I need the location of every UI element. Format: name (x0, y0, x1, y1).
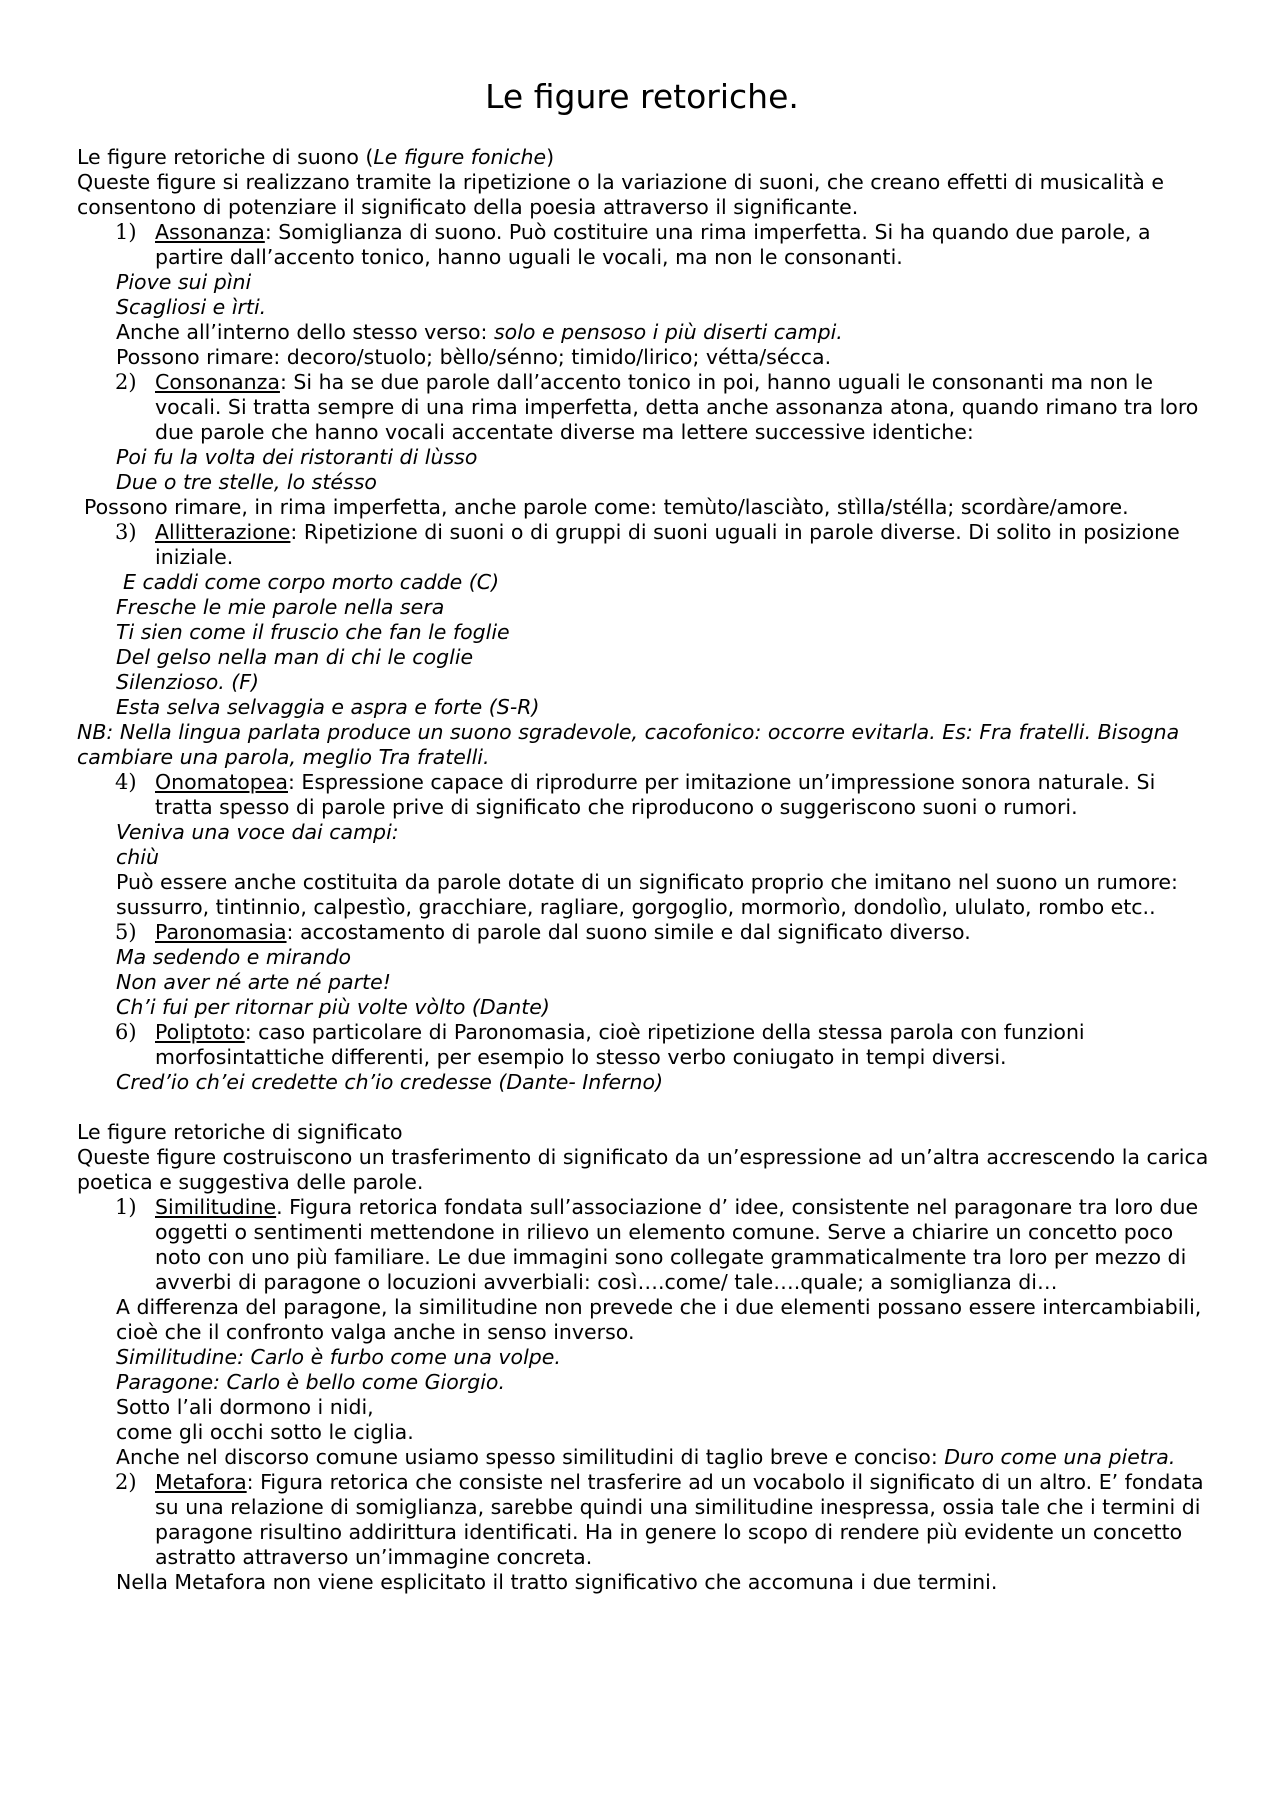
example-line: Sotto l’ali dormono i nidi, (116, 1395, 374, 1419)
list-item-similitudine: 1) Similitudine. Figura retorica fondata sull’associazione d’ idee, consistente nel paragonare tra loro due oggetti o sentimenti mettendone in rilievo un elemento comune. Serve a chiarire un concetto poco noto con uno più familiare. Le due immagini sono collegate grammaticalmente tra loro per mezzo di avverbi di paragone o locuzioni avverbiali: così….come/ tale….quale; a somiglianza di… (115, 1195, 1199, 1294)
note-line: Anche all’interno dello stesso verso: solo e pensoso i più diserti campi. (116, 320, 843, 344)
example-line: Scagliosi e ìrti. (116, 295, 267, 319)
list-item-onomatopea: 4) Onomatopea: Espressione capace di riprodurre per imitazione un’impressione sonora naturale. Si tratta spesso di parole prive di significato che riproducono o suggeriscono suoni o rumori. (115, 770, 1156, 819)
term-poliptoto: Poliptoto (155, 1020, 245, 1044)
example-line: Due o tre stelle, lo stésso (116, 470, 377, 494)
list-item-consonanza: 2) Consonanza: Si ha se due parole dall’accento tonico in poi, hanno uguali le consonanti ma non le vocali. Si tratta sempre di una rima imperfetta, detta anche assonanza atona, quando rimano tra loro due parole che hanno vocali accentate diverse ma lettere successive identiche: (115, 370, 1199, 444)
list-item-poliptoto: 6) Poliptoto: caso particolare di Paronomasia, cioè ripetizione della stessa parola con funzioni morfosintattiche differenti, per esempio lo stesso verbo coniugato in tempi diversi. (115, 1020, 1085, 1069)
page-title: Le figure retoriche. (485, 77, 799, 116)
section-heading-sound: Le figure retoriche di suono (Le figure foniche) (77, 145, 555, 169)
term-onomatopea: Onomatopea (155, 770, 288, 794)
note-line: A differenza del paragone, la similitudine non prevede che i due elementi possano essere intercambiabili, cioè che il confronto valga anche in senso inverso. (116, 1295, 1202, 1344)
section-intro-sound: Queste figure si realizzano tramite la ripetizione o la variazione di suoni, che creano effetti di musicalità e consentono di potenziare il significato della poesia attraverso il significante. (77, 170, 1164, 219)
example-line: chiù (116, 845, 159, 869)
example-line: Esta selva selvaggia e aspra e forte (S-R) (116, 695, 540, 719)
example-line: Piove sui pìni (116, 270, 252, 294)
example-line: Poi fu la volta dei ristoranti di lùsso (116, 445, 478, 469)
list-item-assonanza: 1) Assonanza: Somiglianza di suono. Può costituire una rima imperfetta. Si ha quando due parole, a partire dall’accento tonico, hanno uguali le vocali, ma non le consonanti. (115, 220, 1151, 269)
example-line: Ti sien come il fruscio che fan le foglie (116, 620, 510, 644)
section-intro-meaning: Queste figure costruiscono un trasferimento di significato da un’espressione ad un’altra accrescendo la carica poetica e suggestiva delle parole. (77, 1145, 1209, 1194)
example-line: Ch’i fui per ritornar più volte vòlto (Dante) (116, 995, 550, 1019)
example-line: come gli occhi sotto le ciglia. (116, 1420, 414, 1444)
note-line: Possono rimare, in rima imperfetta, anche parole come: temùto/lasciàto, stìlla/stélla; scordàre/amore. (84, 495, 1129, 519)
term-metafora: Metafora (155, 1470, 247, 1494)
example-line: Non aver né arte né parte! (116, 970, 391, 994)
note-line: Nella Metafora non viene esplicitato il tratto significativo che accomuna i due termini. (116, 1570, 998, 1594)
example-line: Silenzioso. (F) (116, 670, 260, 694)
list-item-paronomasia: 5) Paronomasia: accostamento di parole dal suono simile e dal significato diverso. (115, 920, 971, 944)
example-line: Ma sedendo e mirando (116, 945, 352, 969)
note-line: Può essere anche costituita da parole dotate di un significato proprio che imitano nel suono un rumore: sussurro, tintinnio, calpestìo, gracchiare, ragliare, gorgoglio, mormorìo, dondolìo, ululato, rombo etc.. (116, 870, 1178, 919)
term-paronomasia: Paronomasia (155, 920, 287, 944)
list-item-allitterazione: 3) Allitterazione: Ripetizione di suoni o di gruppi di suoni uguali in parole diverse. Di solito in posizione iniziale. (115, 520, 1180, 569)
document-page (77, 0, 1212, 1595)
term-allitterazione: Allitterazione (155, 520, 291, 544)
nb-note: NB: Nella lingua parlata produce un suono sgradevole, cacofonico: occorre evitarla. Es: Fra fratelli. Bisogna cambiare una parola, meglio Tra fratelli. (77, 720, 1180, 769)
example-line: Veniva una voce dai campi: (116, 820, 399, 844)
section-gap (77, 1095, 1212, 1120)
example-line: Cred’io ch’ei credette ch’io credesse (Dante- Inferno) (116, 1070, 664, 1094)
example-line: Paragone: Carlo è bello come Giorgio. (116, 1370, 505, 1394)
example-line: E caddi come corpo morto cadde (C) (123, 570, 500, 594)
example-line: Del gelso nella man di chi le coglie (116, 645, 474, 669)
term-assonanza: Assonanza (155, 220, 265, 244)
note-line: Possono rimare: decoro/stuolo; bèllo/sénno; timido/lirico; vétta/sécca. (116, 345, 832, 369)
example-line: Similitudine: Carlo è furbo come una volpe. (116, 1345, 561, 1369)
section-heading-meaning: Le figure retoriche di significato (77, 1120, 403, 1144)
example-line: Fresche le mie parole nella sera (116, 595, 445, 619)
term-consonanza: Consonanza (155, 370, 280, 394)
note-line: Anche nel discorso comune usiamo spesso similitudini di taglio breve e conciso: Duro come una pietra. (116, 1445, 1176, 1469)
term-similitudine: Similitudine (155, 1195, 277, 1219)
list-item-metafora: 2) Metafora: Figura retorica che consiste nel trasferire ad un vocabolo il significato di un altro. E’ fondata su una relazione di somiglianza, sarebbe quindi una similitudine inespressa, ossia tale che i termini di paragone risultino addirittura identificati. Ha in genere lo scopo di rendere più evidente un concetto astratto attraverso un’immagine concreta. (115, 1470, 1204, 1569)
